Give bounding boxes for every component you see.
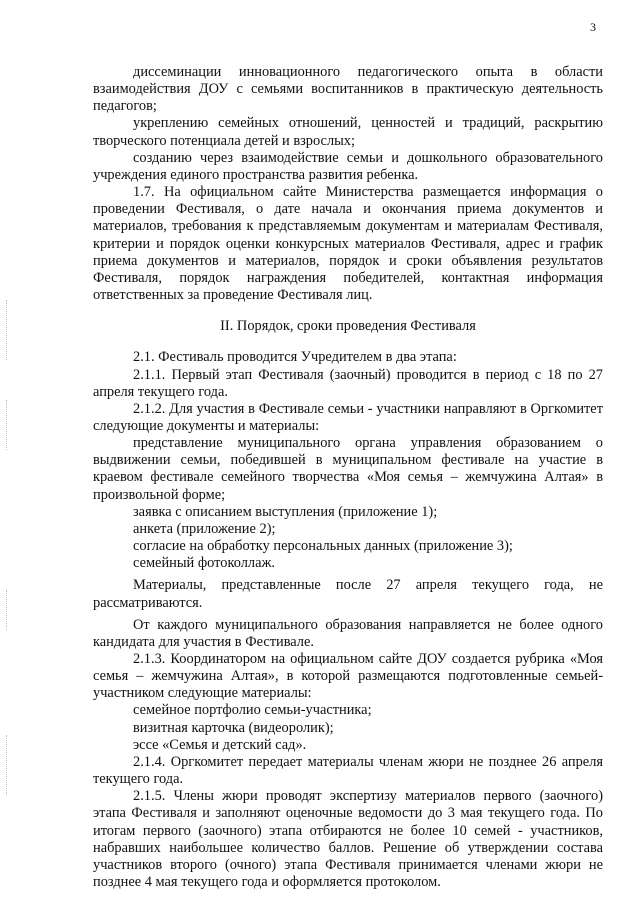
margin-scan-artifact xyxy=(6,590,9,630)
paragraph: согласие на обработку персональных данных (приложение 3); xyxy=(133,538,513,555)
paragraph: анкета (приложение 2); xyxy=(133,520,276,537)
paragraph: заявка с описанием выступления (приложение 1); xyxy=(133,503,438,520)
paragraph: семейное портфолио семьи-участника; xyxy=(133,702,372,719)
margin-scan-artifact xyxy=(6,735,9,795)
paragraph: представление муниципального органа управления образованием о выдвижении семьи, победившей в муниципальном фестивале на участие в краевом фестивале семейного творчества «Моя семья – жемчужина Алтая» в произвольной форме; xyxy=(93,435,603,503)
paragraph: диссеминации инновационного педагогического опыта в области взаимодействия ДОУ с семьями воспитанников в практическую деятельность педагогов; xyxy=(93,64,603,115)
paragraph: укреплению семейных отношений, ценностей и традиций, раскрытию творческого потенциала детей и взрослых; xyxy=(93,115,603,149)
margin-scan-artifact xyxy=(6,400,9,450)
paragraph: 2.1.1. Первый этап Фестиваля (заочный) проводится в период с 18 по 27 апреля текущего года. xyxy=(93,366,603,400)
page-number: 3 xyxy=(590,20,596,34)
paragraph: Материалы, представленные после 27 апреля текущего года, не рассматриваются. xyxy=(93,577,603,611)
paragraph: эссе «Семья и детский сад». xyxy=(133,736,307,753)
paragraph: 2.1.2. Для участия в Фестивале семьи - участники направляют в Оргкомитет следующие документы и материалы: xyxy=(93,400,603,434)
paragraph: 1.7. На официальном сайте Министерства размещается информация о проведении Фестиваля, о дате начала и окончания приема документов и материалов, требования к представляемым документам и материалам Фестиваля, критерии и порядок оценки конкурсных материалов Фестиваля, адрес и график приема документов и материалов, порядок и сроки объявления результатов Фестиваля, порядок награждения победителей, контактная информация ответственных за проведение Фестиваля лиц. xyxy=(93,184,603,304)
section-heading: II. Порядок, сроки проведения Фестиваля xyxy=(220,318,476,335)
document-body xyxy=(93,64,603,891)
paragraph: 2.1. Фестиваль проводится Учредителем в два этапа: xyxy=(133,349,457,366)
paragraph: 2.1.5. Члены жюри проводят экспертизу материалов первого (заочного) этапа Фестиваля и заполняют оценочные ведомости до 3 мая текущего года. По итогам первого (заочного) этапа отбираются не более 10 семей - участников, набравших наибольшее количество баллов. Решение об утверждении состава участников второго (очного) этапа Фестиваля принимается членами жюри не позднее 4 мая текущего года и оформляется протоколом. xyxy=(93,788,603,891)
paragraph: 2.1.4. Оргкомитет передает материалы членам жюри не позднее 26 апреля текущего года. xyxy=(93,753,603,788)
paragraph: созданию через взаимодействие семьи и дошкольного образовательного учреждения единого пространства развития ребенка. xyxy=(93,149,603,183)
margin-scan-artifact xyxy=(6,300,9,360)
paragraph: 2.1.3. Координатором на официальном сайте ДОУ создается рубрика «Моя семья – жемчужина Алтая», в которой размещаются подготовленные семьей-участником следующие материалы: xyxy=(93,651,603,702)
paragraph: От каждого муниципального образования направляется не более одного кандидата для участия в Фестивале. xyxy=(93,616,603,650)
paragraph: визитная карточка (видеоролик); xyxy=(133,719,334,736)
paragraph: семейный фотоколлаж. xyxy=(133,555,275,572)
